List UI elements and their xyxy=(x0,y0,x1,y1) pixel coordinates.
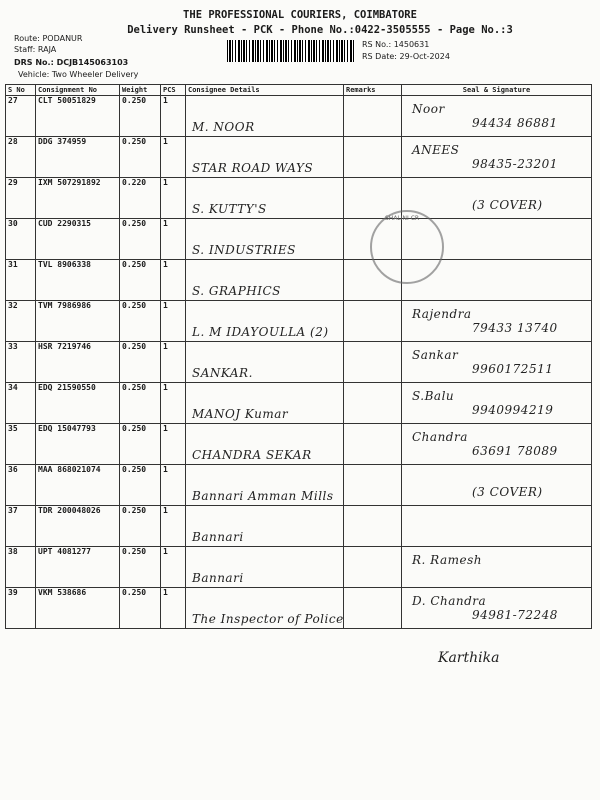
signature-handwriting: Rajendra xyxy=(412,307,472,321)
col-remarks: Remarks xyxy=(344,85,402,96)
col-consignee: Consignee Details xyxy=(186,85,344,96)
phone-handwriting: 63691 78089 xyxy=(472,444,558,458)
cell-sno: 34 xyxy=(6,383,36,424)
cell-pcs: 1 xyxy=(161,547,186,588)
table-row xyxy=(6,424,592,465)
table-row xyxy=(6,506,592,547)
cell-remarks xyxy=(344,342,402,383)
phone-handwriting: 9940994219 xyxy=(472,403,554,417)
cell-consignment: HSR 7219746 xyxy=(36,342,120,383)
consignee-handwriting: STAR ROAD WAYS xyxy=(192,161,314,175)
cell-remarks xyxy=(344,137,402,178)
cell-sno: 36 xyxy=(6,465,36,506)
rs-date: RS Date: 29-Oct-2024 xyxy=(362,52,450,61)
cell-sno: 33 xyxy=(6,342,36,383)
cell-sno: 31 xyxy=(6,260,36,301)
cell-remarks xyxy=(344,465,402,506)
cell-weight: 0.250 xyxy=(120,342,161,383)
signature-handwriting: Sankar xyxy=(412,348,459,362)
phone-handwriting: 94434 86881 xyxy=(472,116,558,130)
cell-weight: 0.250 xyxy=(120,588,161,629)
company-title: THE PROFESSIONAL COURIERS, COIMBATORE xyxy=(183,9,417,21)
cell-consignment: TDR 200048026 xyxy=(36,506,120,547)
cell-consignee xyxy=(186,96,344,137)
cell-remarks xyxy=(344,96,402,137)
signature-handwriting: Noor xyxy=(412,102,445,116)
cell-signature xyxy=(402,424,592,465)
cell-weight: 0.250 xyxy=(120,137,161,178)
cell-consignment: TVL 8906338 xyxy=(36,260,120,301)
phone-handwriting: (3 COVER) xyxy=(472,198,543,212)
cell-consignment: DDG 374959 xyxy=(36,137,120,178)
consignee-handwriting: SANKAR. xyxy=(192,366,253,380)
consignee-handwriting: The Inspector of Police xyxy=(192,612,344,626)
cell-pcs: 1 xyxy=(161,465,186,506)
route-label: Route: PODANUR xyxy=(14,34,83,43)
cell-consignment: EDQ 21590550 xyxy=(36,383,120,424)
cell-remarks xyxy=(344,547,402,588)
cell-consignee xyxy=(186,260,344,301)
cell-signature xyxy=(402,137,592,178)
phone-handwriting: 98435-23201 xyxy=(472,157,558,171)
table-row xyxy=(6,137,592,178)
cell-pcs: 1 xyxy=(161,506,186,547)
cell-consignee xyxy=(186,383,344,424)
table-row xyxy=(6,465,592,506)
consignee-handwriting: S. INDUSTRIES xyxy=(192,243,296,257)
cell-weight: 0.250 xyxy=(120,219,161,260)
cell-consignment: MAA 868021074 xyxy=(36,465,120,506)
cell-signature xyxy=(402,465,592,506)
cell-consignment: EDQ 15047793 xyxy=(36,424,120,465)
cell-sno: 39 xyxy=(6,588,36,629)
cell-signature xyxy=(402,301,592,342)
table-row xyxy=(6,96,592,137)
cell-pcs: 1 xyxy=(161,342,186,383)
cell-remarks xyxy=(344,301,402,342)
consignee-handwriting: M. NOOR xyxy=(192,120,255,134)
consignee-handwriting: S. KUTTY'S xyxy=(192,202,267,216)
cell-pcs: 1 xyxy=(161,383,186,424)
runsheet-table xyxy=(5,84,592,629)
cell-sno: 37 xyxy=(6,506,36,547)
cell-remarks xyxy=(344,506,402,547)
signature-handwriting: D. Chandra xyxy=(412,594,487,608)
table-row xyxy=(6,260,592,301)
cell-sno: 35 xyxy=(6,424,36,465)
consignee-handwriting: Bannari xyxy=(192,530,244,544)
cell-signature xyxy=(402,342,592,383)
table-row xyxy=(6,301,592,342)
consignee-handwriting: CHANDRA SEKAR xyxy=(192,448,312,462)
cell-consignee xyxy=(186,301,344,342)
footer-signature: Karthika xyxy=(438,650,500,666)
cell-pcs: 1 xyxy=(161,588,186,629)
table-row xyxy=(6,547,592,588)
vehicle-label: Vehicle: Two Wheeler Delivery xyxy=(18,70,139,79)
phone-handwriting: 79433 13740 xyxy=(472,321,558,335)
cell-consignment: UPT 4081277 xyxy=(36,547,120,588)
col-signature: Seal & Signature xyxy=(402,85,592,96)
cell-pcs: 1 xyxy=(161,178,186,219)
col-pcs: PCS xyxy=(161,85,186,96)
cell-pcs: 1 xyxy=(161,260,186,301)
table-row xyxy=(6,588,592,629)
cell-weight: 0.250 xyxy=(120,301,161,342)
cell-consignment: VKM 538686 xyxy=(36,588,120,629)
cell-weight: 0.250 xyxy=(120,547,161,588)
cell-consignee xyxy=(186,588,344,629)
col-consignment: Consignment No xyxy=(36,85,120,96)
signature-handwriting: Chandra xyxy=(412,430,468,444)
cell-pcs: 1 xyxy=(161,301,186,342)
cell-sno: 30 xyxy=(6,219,36,260)
cell-remarks xyxy=(344,424,402,465)
phone-handwriting: 9960172511 xyxy=(472,362,554,376)
cell-consignee xyxy=(186,424,344,465)
cell-weight: 0.250 xyxy=(120,465,161,506)
consignee-handwriting: MANOJ Kumar xyxy=(192,407,289,421)
cell-weight: 0.250 xyxy=(120,506,161,547)
cell-consignee xyxy=(186,547,344,588)
cell-pcs: 1 xyxy=(161,137,186,178)
seal-text: SHALINI CR xyxy=(385,215,420,222)
table-row xyxy=(6,342,592,383)
cell-signature xyxy=(402,383,592,424)
cell-pcs: 1 xyxy=(161,424,186,465)
cell-sno: 28 xyxy=(6,137,36,178)
cell-consignment: CLT 50051829 xyxy=(36,96,120,137)
cell-weight: 0.250 xyxy=(120,424,161,465)
cell-sno: 27 xyxy=(6,96,36,137)
cell-consignment: CUD 2290315 xyxy=(36,219,120,260)
cell-sno: 32 xyxy=(6,301,36,342)
consignee-handwriting: L. M IDAYOULLA (2) xyxy=(192,325,329,339)
barcode xyxy=(227,40,355,62)
cell-weight: 0.250 xyxy=(120,96,161,137)
staff-label: Staff: RAJA xyxy=(14,45,57,54)
signature-handwriting: S.Balu xyxy=(412,389,455,403)
cell-consignment: TVM 7986986 xyxy=(36,301,120,342)
table-row xyxy=(6,178,592,219)
runsheet-subtitle: Delivery Runsheet - PCK - Phone No.:0422-3505555 - Page No.:3 xyxy=(127,24,513,36)
cell-pcs: 1 xyxy=(161,219,186,260)
cell-signature xyxy=(402,547,592,588)
table-header-row xyxy=(6,85,592,96)
cell-remarks xyxy=(344,383,402,424)
signature-handwriting: R. Ramesh xyxy=(412,553,482,567)
cell-consignee xyxy=(186,506,344,547)
table-row xyxy=(6,383,592,424)
cell-remarks xyxy=(344,588,402,629)
cell-consignee xyxy=(186,137,344,178)
cell-weight: 0.250 xyxy=(120,260,161,301)
cell-consignment: IXM 507291892 xyxy=(36,178,120,219)
table-row xyxy=(6,219,592,260)
consignee-handwriting: Bannari xyxy=(192,571,244,585)
cell-consignee xyxy=(186,465,344,506)
consignee-handwriting: S. GRAPHICS xyxy=(192,284,281,298)
cell-signature xyxy=(402,506,592,547)
cell-signature xyxy=(402,178,592,219)
cell-signature xyxy=(402,588,592,629)
rs-number: RS No.: 1450631 xyxy=(362,40,430,49)
cell-consignee xyxy=(186,342,344,383)
cell-sno: 38 xyxy=(6,547,36,588)
cell-pcs: 1 xyxy=(161,96,186,137)
cell-sno: 29 xyxy=(6,178,36,219)
col-weight: Weight xyxy=(120,85,161,96)
cell-consignee xyxy=(186,219,344,260)
drs-number: DRS No.: DCJB145063103 xyxy=(14,58,129,67)
signature-handwriting: ANEES xyxy=(412,143,460,157)
phone-handwriting: (3 COVER) xyxy=(472,485,543,499)
cell-weight: 0.250 xyxy=(120,383,161,424)
col-sno: S No xyxy=(6,85,36,96)
consignee-handwriting: Bannari Amman Mills xyxy=(192,489,334,503)
cell-signature xyxy=(402,96,592,137)
phone-handwriting: 94981-72248 xyxy=(472,608,558,622)
cell-weight: 0.220 xyxy=(120,178,161,219)
cell-consignee xyxy=(186,178,344,219)
